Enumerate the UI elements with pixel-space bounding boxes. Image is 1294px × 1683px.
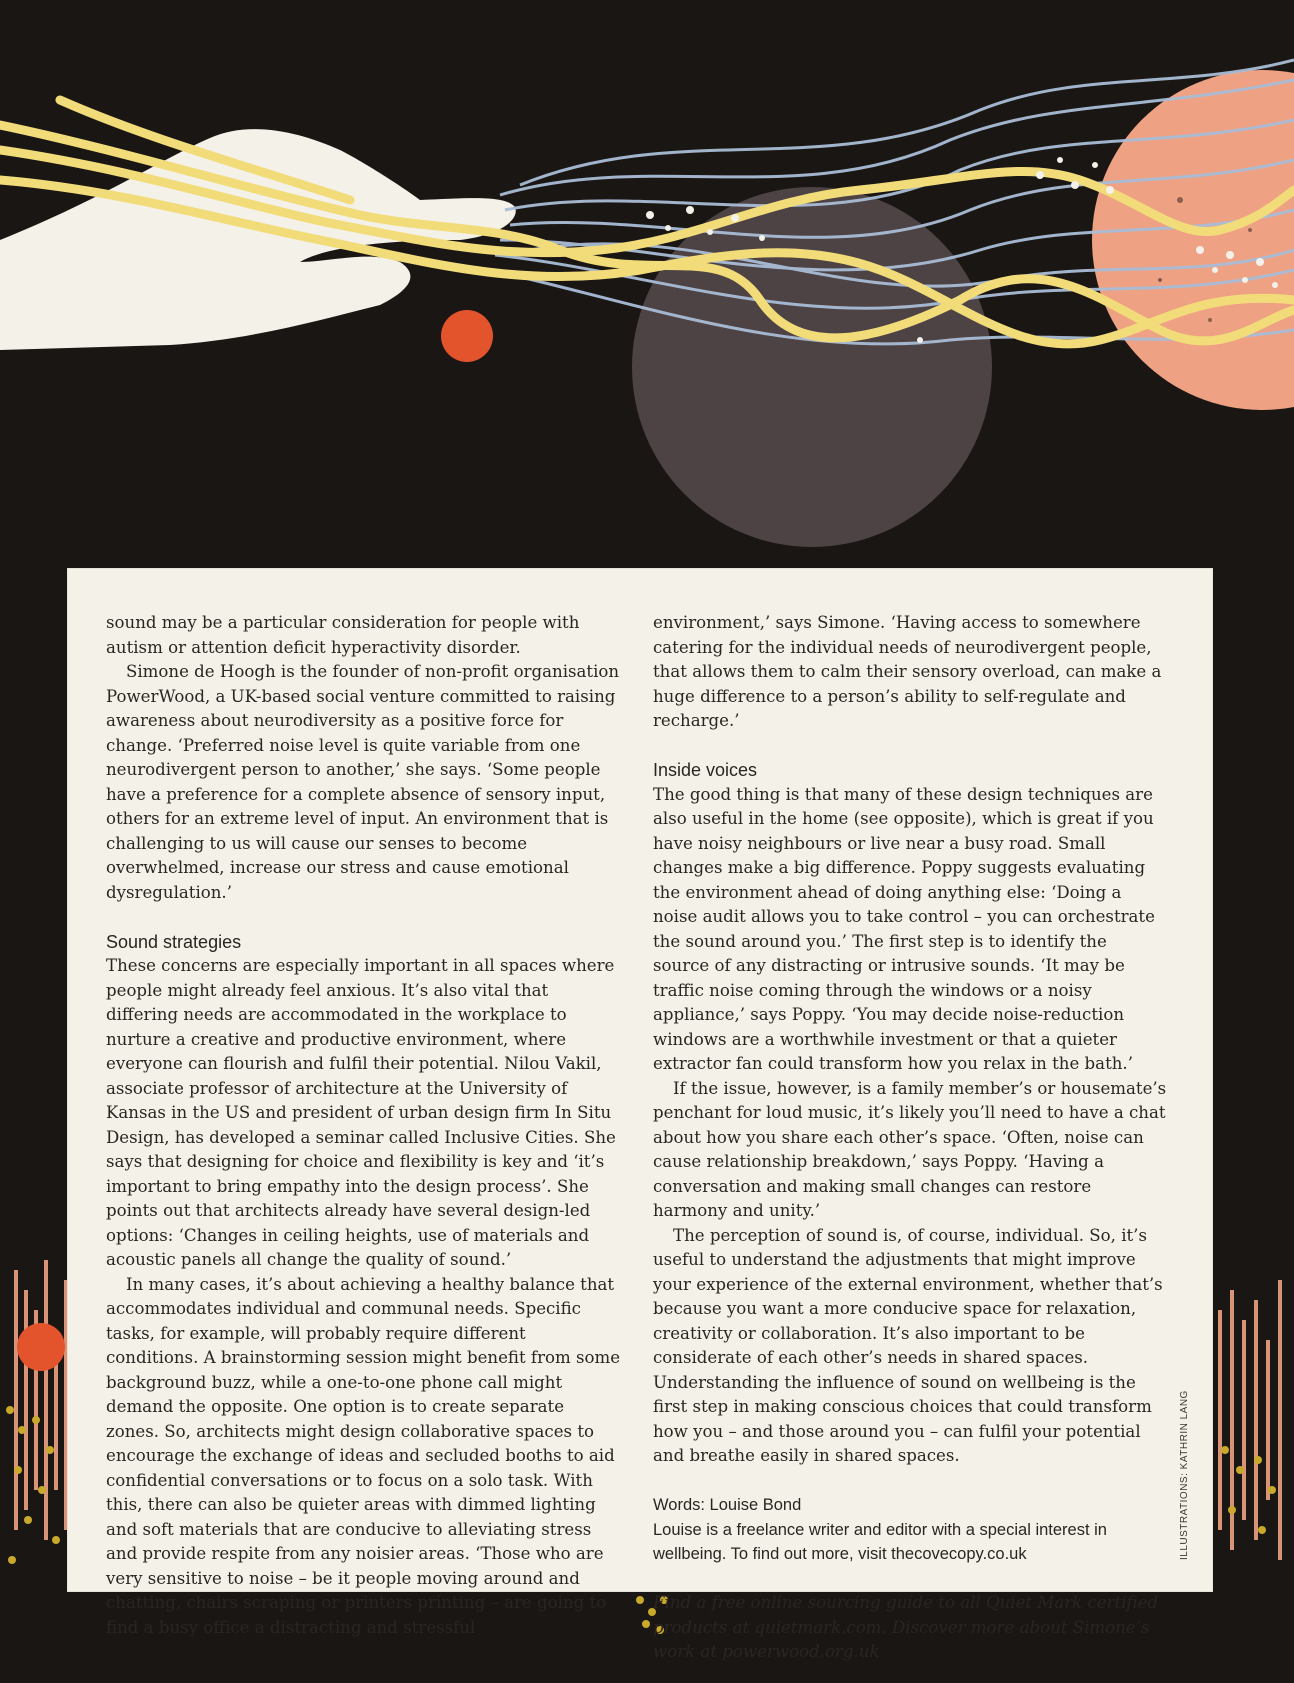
- orange-dot: [441, 310, 493, 362]
- paragraph: In many cases, it’s about achieving a healthy balance that accommodates individual and communal needs. Specific tasks, for example, will probably require different conditions. A brainstorming session might benefit from some background buzz, while a one-to-one phone call might demand the opposite. One option is to create separate zones. So, architects might design collaborative spaces to encourage the exchange of ideas and secluded booths to aid confidential conversations or to focus on a solo task. With this, there can also be quieter areas with dimmed lighting and soft materials that are conducive to alleviating stress and provide respite from any noisier areas. ‘Those who are very sensitive to noise – be it people moving around and chatting, chairs scraping or printers printing – are going to find a busy office a distracting and stressful: [106, 1274, 621, 1637]
- purple-planet: [632, 187, 992, 547]
- paragraph: The perception of sound is, of course, individual. So, it’s useful to understand the adjustments that might improve your experience of the external environment, whether that’s because you want a more conducive space for relaxation, creativity or collaboration. It’s also important to be considerate of each other’s needs in shared spaces. Understanding the influence of sound on wellbeing is the first step in making conscious choices that could transform how you – and those around you – can fulfil your potential and breathe easily in shared spaces.: [653, 1225, 1163, 1465]
- peach-planet: [1092, 70, 1294, 410]
- footer-note: Find a free online sourcing guide to all Quiet Mark certified products at quietmark.com. Discover more about Simone’s work at powerwood.org.uk: [653, 1593, 1159, 1661]
- author-bio: Louise is a freelance writer and editor with a special interest in wellbeing. To find out more, visit thecovecopy.co.uk: [653, 1520, 1107, 1563]
- orange-dot-left: [17, 1323, 65, 1371]
- column-left: [106, 611, 621, 1640]
- section-heading: Sound strategies: [106, 931, 242, 952]
- paragraph: sound may be a particular consideration for people with autism or attention deficit hyperactivity disorder.: [106, 613, 580, 657]
- section-heading: Inside voices: [653, 760, 758, 780]
- paragraph: If the issue, however, is a family member’s or housemate’s penchant for loud music, it’s likely you’ll need to have a chat about how you share each other’s space. ‘Often, noise can cause relationship breakdown,’ says Poppy. ‘Having a conversation and making small changes can restore harmony and unity.’: [653, 1078, 1167, 1220]
- paragraph: These concerns are especially important in all spaces where people might already feel anxious. It’s also vital that differing needs are accommodated in the workplace to nurture a creative and productive environment, where everyone can flourish and fulfil their potential. Nilou Vakil, associate professor of architecture at the University of Kansas in the US and president of urban design firm In Situ Design, has developed a seminar called Inclusive Cities. She says that designing for choice and flexibility is key and ‘it’s important to bring empathy into the design process’. She points out that architects already have several design-led options: ‘Changes in ceiling heights, use of materials and acoustic panels all change the quality of sound.’: [106, 956, 616, 1269]
- paragraph: Simone de Hoogh is the founder of non-profit organisation PowerWood, a UK-based social venture committed to raising awareness about neurodiversity as a positive force for change. ‘Preferred noise level is quite variable from one neurodivergent person to another,’ she says. ‘Some people have a preference for a complete absence of sensory input, others for an extreme level of input. An environment that is challenging to us will cause our senses to become overwhelmed, increase our stress and cause emotional dysregulation.’: [106, 662, 620, 902]
- column-right: [653, 611, 1168, 1665]
- byline: Words: Louise Bond: [653, 1496, 802, 1514]
- illustration-credit: ILLUSTRATIONS: KATHRIN LANG: [1179, 1390, 1190, 1560]
- article-panel: [68, 569, 1212, 1661]
- paragraph: The good thing is that many of these design techniques are also useful in the home (see opposite), which is great if you have noisy neighbours or live near a busy road. Small changes make a big difference. Poppy suggests evaluating the environment ahead of doing anything else: ‘Doing a noise audit allows you to take control – you can orchestrate the sound around you.’ The first step is to identify the source of any distracting or intrusive sounds. ‘It may be traffic noise coming through the windows or a noisy appliance,’ says Poppy. ‘You may decide noise-reduction windows are a worthwhile investment or that a quieter extractor fan could transform how you relax in the bath.’: [653, 784, 1155, 1073]
- paragraph: environment,’ says Simone. ‘Having access to somewhere catering for the individual needs of neurodivergent people, that allows them to calm their sensory overload, can make a huge difference to a person’s ability to self-regulate and recharge.’: [653, 613, 1162, 730]
